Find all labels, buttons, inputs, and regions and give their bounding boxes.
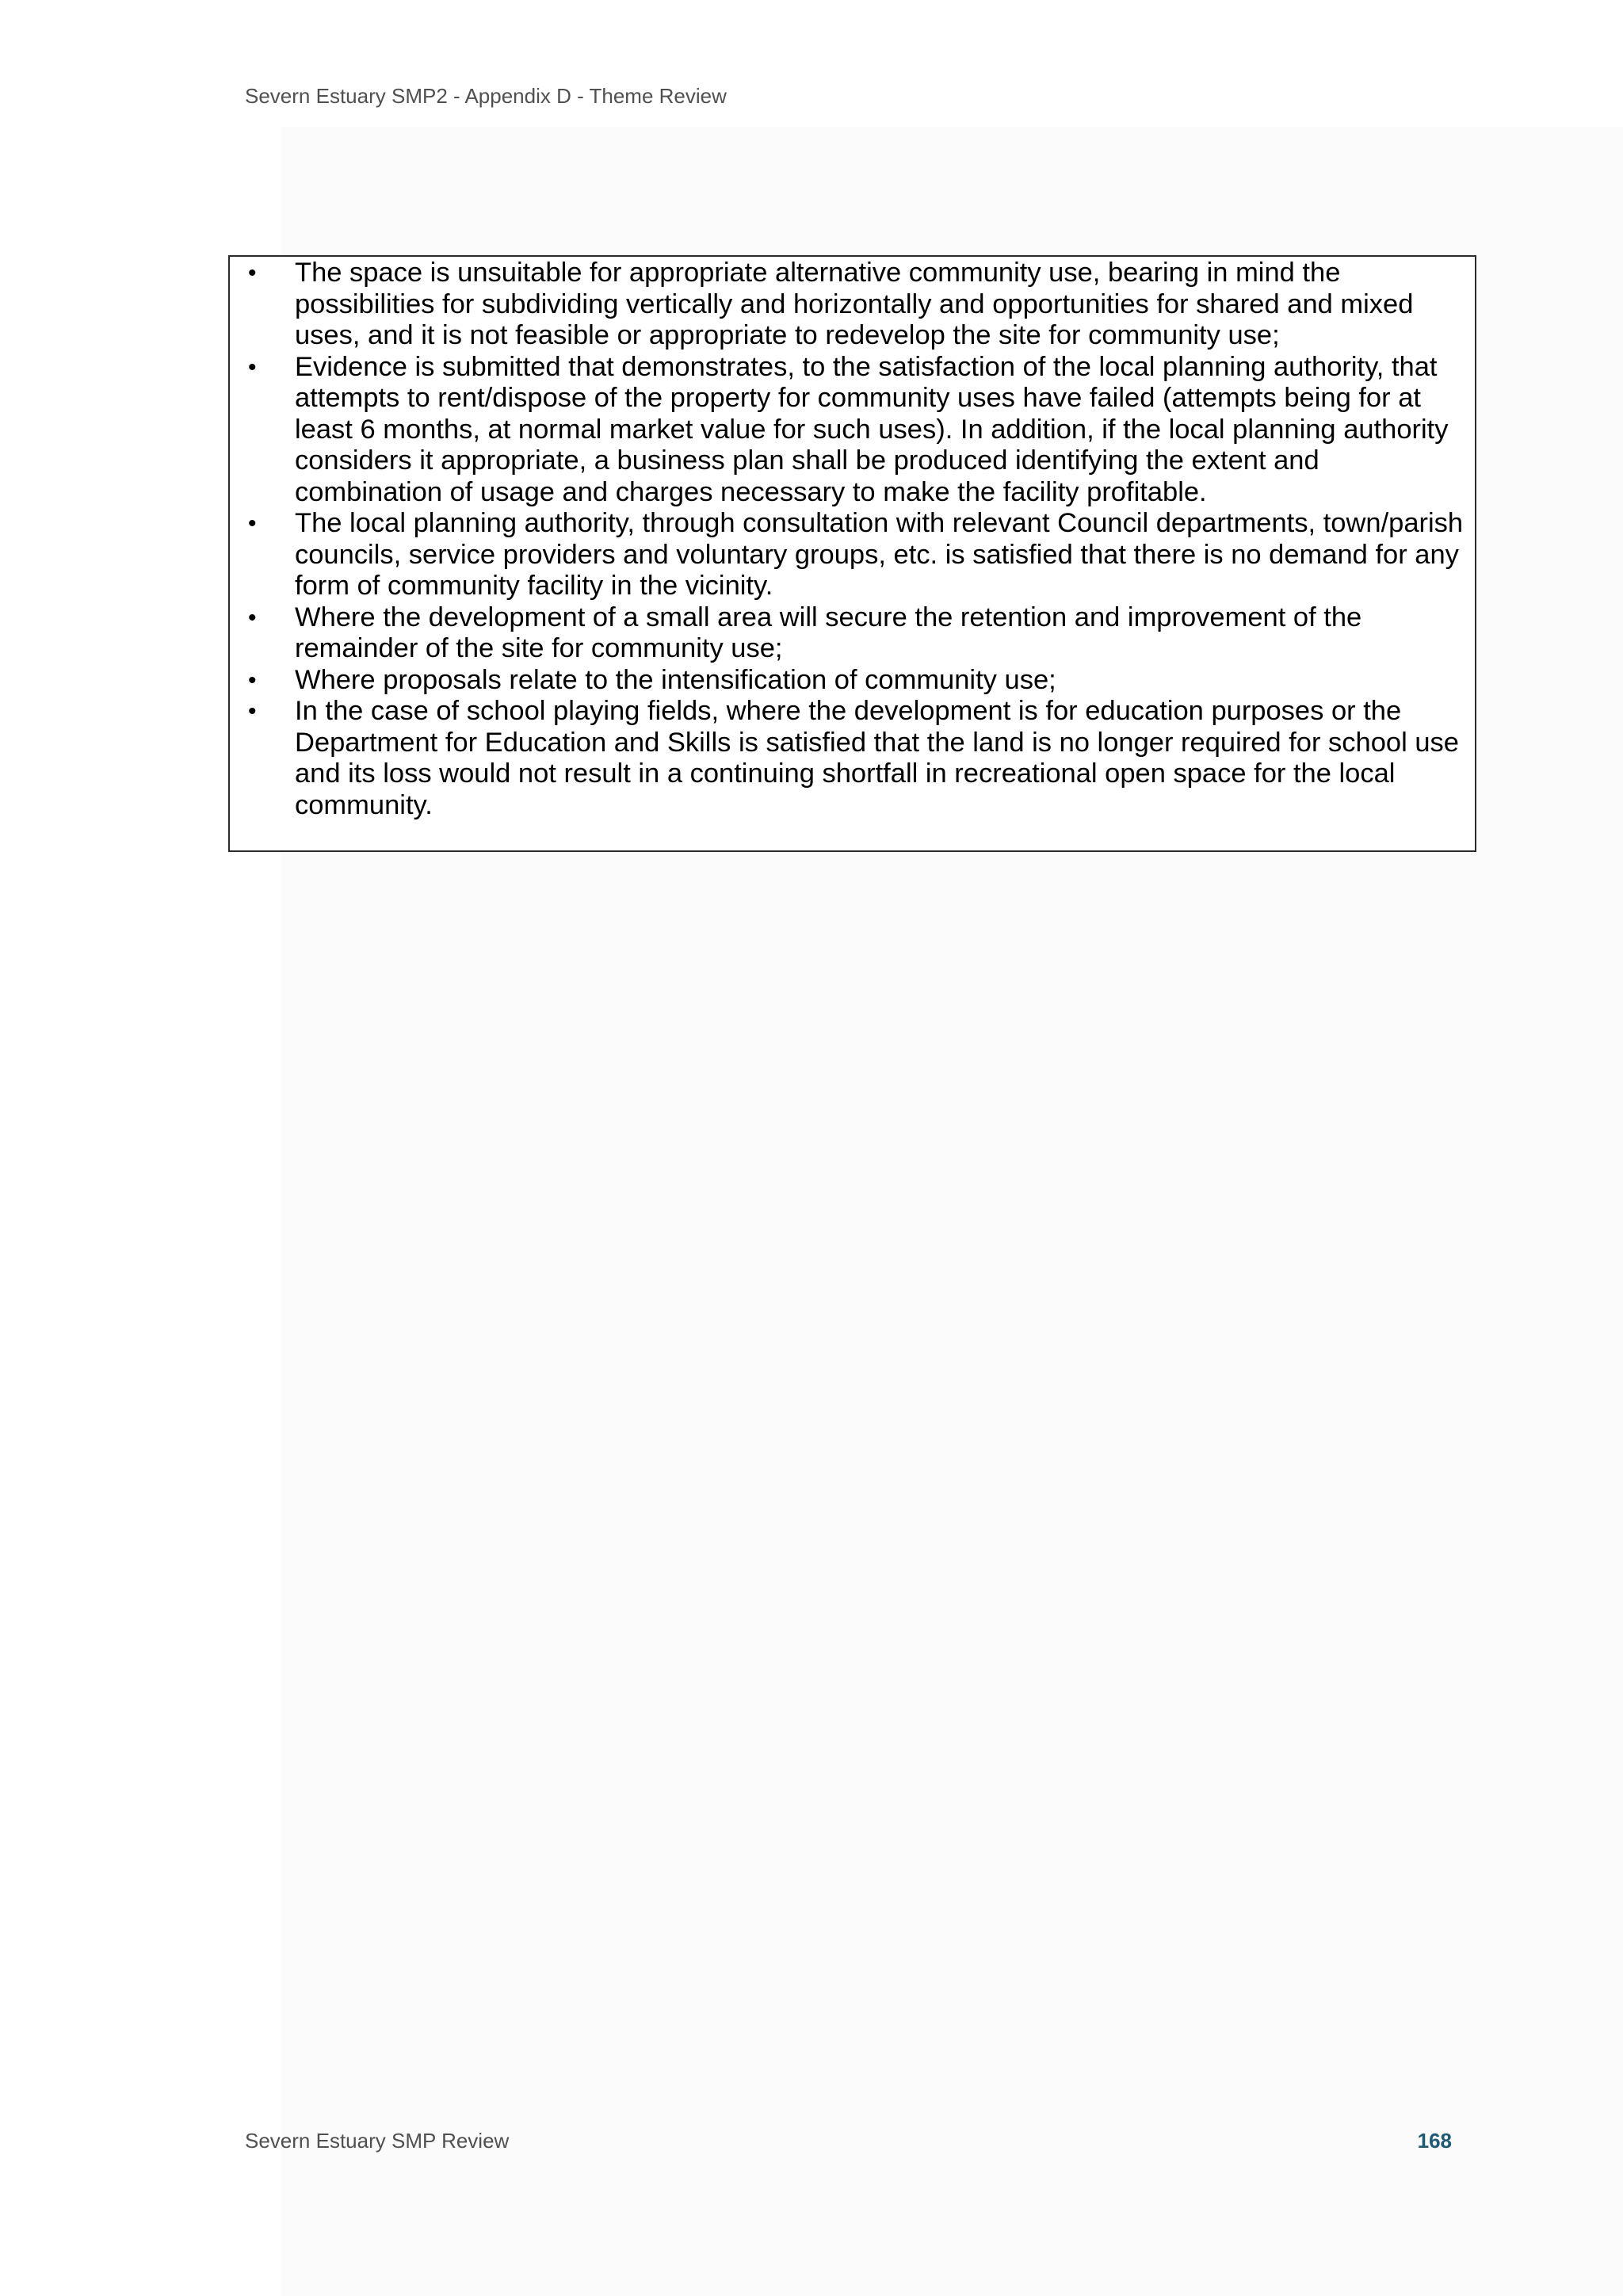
list-item-text: Evidence is submitted that demonstrates, to the satisfaction of the local planning authority, that attempts to rent/dispose of the property for community uses have failed (attempts being for at least 6 months, at normal market value for such uses). In addition, if the local planning authority considers it appropriate, a business plan shall be produced identifying the extent and combination of usage and charges necessary to make the facility profitable. bbox=[295, 351, 1449, 507]
list-item-text: The space is unsuitable for appropriate alternative community use, bearing in mind the possibilities for subdividing vertically and horizontally and opportunities for shared and mixed uses, and it is not feasible or appropriate to redevelop the site for community use; bbox=[295, 258, 1414, 350]
list-item bbox=[230, 258, 1475, 352]
list-item bbox=[230, 352, 1475, 509]
criteria-list bbox=[230, 257, 1475, 821]
bullet-icon: • bbox=[248, 260, 257, 286]
bullet-icon: • bbox=[248, 698, 257, 724]
running-header: Severn Estuary SMP2 - Appendix D - Theme Review bbox=[245, 84, 727, 108]
list-item-text: Where proposals relate to the intensification of community use; bbox=[295, 664, 1056, 695]
list-item bbox=[230, 508, 1475, 602]
page-number: 168 bbox=[1417, 2129, 1452, 2153]
list-item bbox=[230, 602, 1475, 665]
policy-criteria-box bbox=[228, 255, 1476, 852]
list-item-text: The local planning authority, through consultation with relevant Council departments, town/parish councils, service providers and voluntary groups, etc. is satisfied that there is no demand for any form of community facility in the vicinity. bbox=[295, 508, 1464, 601]
bullet-icon: • bbox=[248, 353, 257, 380]
bullet-icon: • bbox=[248, 510, 257, 537]
list-item bbox=[230, 696, 1475, 821]
list-item-text: In the case of school playing fields, where the development is for education purposes or the Department for Education and Skills is satisfied that the land is no longer required for school use and its loss would not result in a continuing shortfall in recreational open space for the local community. bbox=[295, 696, 1459, 820]
bullet-icon: • bbox=[248, 604, 257, 631]
list-item-text: Where the development of a small area will secure the retention and improvement of the remainder of the site for community use; bbox=[295, 602, 1362, 663]
list-item bbox=[230, 665, 1475, 697]
bullet-icon: • bbox=[248, 667, 257, 693]
running-footer: Severn Estuary SMP Review bbox=[245, 2129, 510, 2153]
